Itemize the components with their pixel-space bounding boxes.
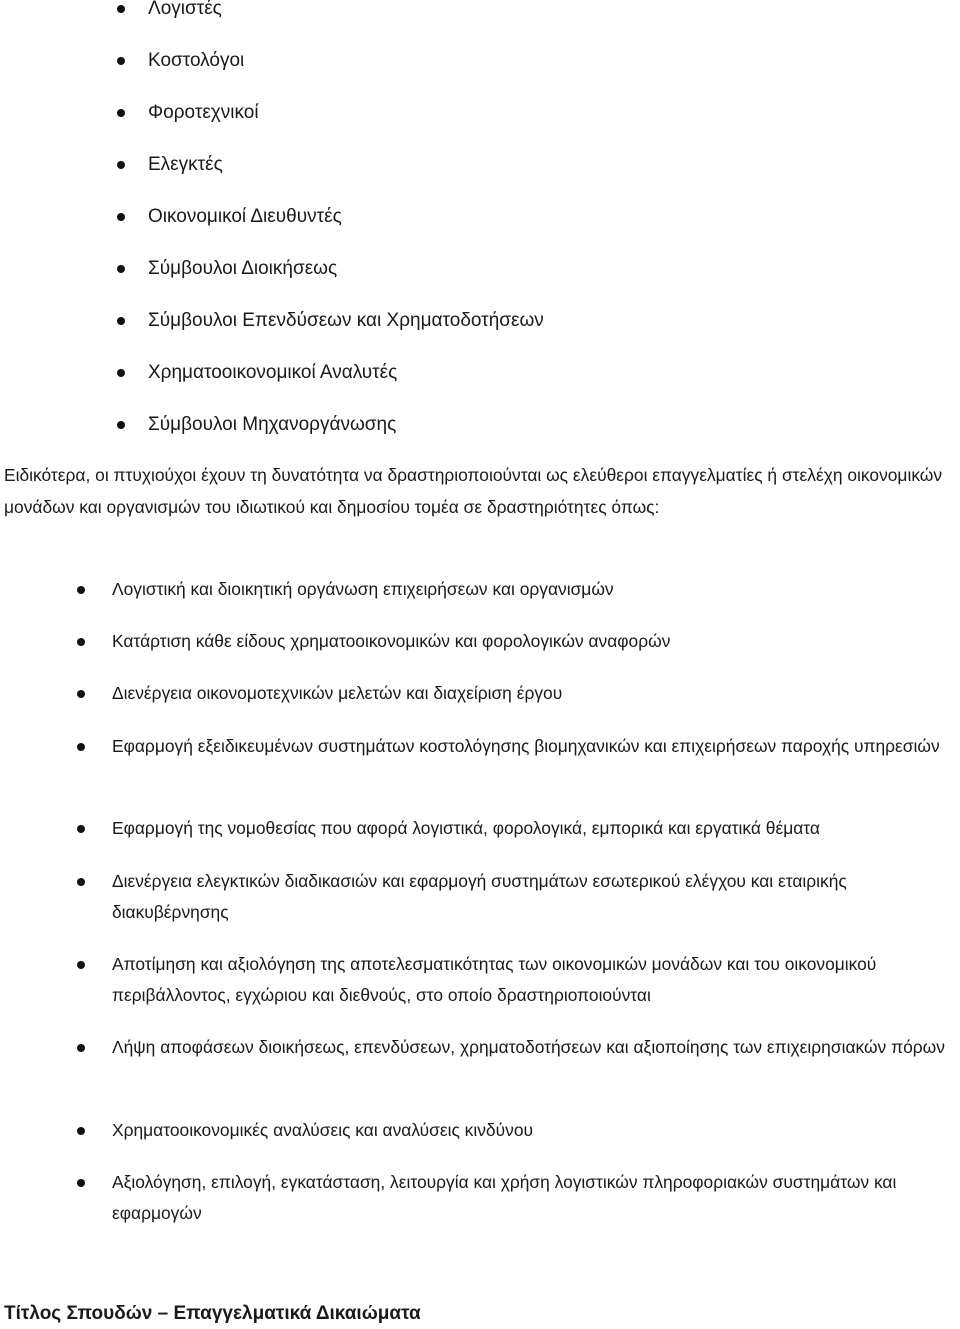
bullet-icon [117, 109, 125, 117]
list-item: Σύμβουλοι Μηχανοργάνωσης [148, 413, 396, 437]
bullet-icon [77, 638, 85, 646]
bullet-icon [117, 57, 125, 65]
section-title: Τίτλος Σπουδών – Επαγγελματικά Δικαιώματα [4, 1303, 421, 1324]
bullet-icon [117, 213, 125, 221]
list-item: Οικονομικοί Διευθυντές [148, 205, 342, 229]
list-item: Φοροτεχνικοί [148, 101, 259, 125]
list-item: Αξιολόγηση, επιλογή, εγκατάσταση, λειτουργία και χρήση λογιστικών πληροφοριακών συστημάτων και εφαρμογών [112, 1167, 957, 1229]
bullet-icon [77, 743, 85, 751]
bullet-icon [117, 5, 125, 13]
list-item: Λήψη αποφάσεων διοικήσεως, επενδύσεων, χρηματοδοτήσεων και αξιοποίησης των επιχειρησιακών πόρων [112, 1032, 957, 1063]
list-item: Διενέργεια ελεγκτικών διαδικασιών και εφαρμογή συστημάτων εσωτερικού ελέγχου και εταιρικής διακυβέρνησης [112, 866, 957, 928]
bullet-icon [77, 961, 85, 969]
bullet-icon [117, 421, 125, 429]
bullet-icon [77, 586, 85, 594]
bullet-icon [77, 690, 85, 698]
list-item: Διενέργεια οικονομοτεχνικών μελετών και διαχείριση έργου [112, 678, 957, 709]
list-item: Σύμβουλοι Επενδύσεων και Χρηματοδοτήσεων [148, 309, 544, 333]
list-item: Εφαρμογή της νομοθεσίας που αφορά λογιστικά, φορολογικά, εμπορικά και εργατικά θέματα [112, 813, 957, 844]
intro-paragraph: Ειδικότερα, οι πτυχιούχοι έχουν τη δυνατότητα να δραστηριοποιούνται ως ελεύθεροι επαγγελματίες ή στελέχη οικονομικών μονάδων και οργανισμών του ιδιωτικού και δημοσίου τομέα σε δραστηριότητες όπως: [4, 465, 943, 517]
bullet-icon [77, 1044, 85, 1052]
list-item: Εφαρμογή εξειδικευμένων συστημάτων κοστολόγησης βιομηχανικών και επιχειρήσεων παροχής υπηρεσιών [112, 731, 957, 762]
bullet-icon [77, 1127, 85, 1135]
list-item: Λογιστές [148, 0, 222, 21]
list-item: Κοστολόγοι [148, 49, 244, 73]
bullet-icon [77, 878, 85, 886]
bullet-icon [117, 317, 125, 325]
list-item: Χρηματοοικονομικοί Αναλυτές [148, 361, 397, 385]
list-item: Αποτίμηση και αξιολόγηση της αποτελεσματικότητας των οικονομικών μονάδων και του οικονομικού περιβάλλοντος, εγχώριου και διεθνούς, στο οποίο δραστηριοποιούνται [112, 949, 957, 1011]
bullet-icon [117, 265, 125, 273]
list-item: Λογιστική και διοικητική οργάνωση επιχειρήσεων και οργανισμών [112, 574, 957, 605]
list-item: Κατάρτιση κάθε είδους χρηματοοικονομικών και φορολογικών αναφορών [112, 626, 957, 657]
bullet-icon [117, 161, 125, 169]
list-item: Ελεγκτές [148, 153, 223, 177]
bullet-icon [77, 825, 85, 833]
list-item: Χρηματοοικονομικές αναλύσεις και αναλύσεις κινδύνου [112, 1115, 957, 1146]
list-item: Σύμβουλοι Διοικήσεως [148, 257, 337, 281]
bullet-icon [117, 369, 125, 377]
bullet-icon [77, 1179, 85, 1187]
